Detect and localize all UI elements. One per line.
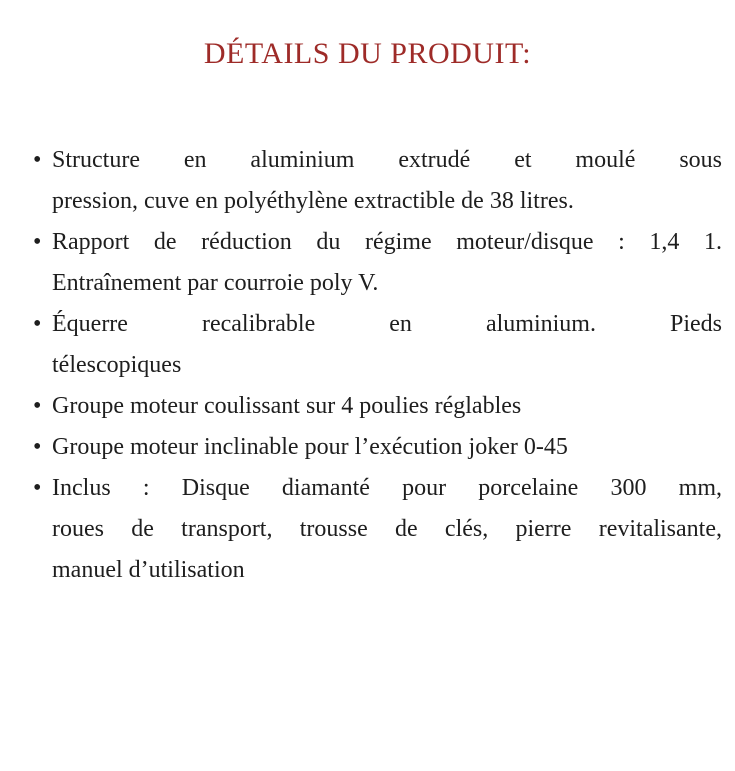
detail-item bbox=[33, 468, 722, 591]
detail-line: télescopiques bbox=[52, 352, 182, 378]
bullet-icon: • bbox=[33, 393, 42, 419]
detail-item bbox=[33, 222, 722, 304]
detail-item bbox=[33, 140, 722, 222]
detail-item bbox=[33, 386, 722, 427]
detail-line: Rapport de réduction du régime moteur/disque : 1,4 1. bbox=[52, 229, 722, 255]
bullet-icon: • bbox=[33, 434, 42, 460]
detail-line: manuel d’utilisation bbox=[52, 557, 245, 583]
detail-line: Groupe moteur coulissant sur 4 poulies réglables bbox=[52, 393, 522, 419]
detail-line: Équerre recalibrable en aluminium. Pieds bbox=[52, 311, 722, 337]
detail-text bbox=[52, 386, 722, 427]
detail-line: pression, cuve en polyéthylène extractible de 38 litres. bbox=[52, 188, 574, 214]
detail-text bbox=[52, 427, 722, 468]
detail-text bbox=[52, 222, 722, 304]
detail-line: Inclus : Disque diamanté pour porcelaine 300 mm, bbox=[52, 475, 722, 501]
detail-line: Entraînement par courroie poly V. bbox=[52, 270, 379, 296]
detail-line: Structure en aluminium extrudé et moulé sous bbox=[52, 147, 722, 173]
detail-line: roues de transport, trousse de clés, pierre revitalisante, bbox=[52, 516, 722, 542]
bullet-icon: • bbox=[33, 311, 42, 337]
bullet-icon: • bbox=[33, 229, 42, 255]
product-details-page bbox=[0, 36, 735, 771]
detail-text bbox=[52, 140, 722, 222]
bullet-icon: • bbox=[33, 475, 42, 501]
bullet-icon: • bbox=[33, 147, 42, 173]
detail-item bbox=[33, 427, 722, 468]
page-title: DÉTAILS DU PRODUIT: bbox=[203, 37, 532, 70]
product-details-list bbox=[33, 140, 722, 591]
detail-text bbox=[52, 304, 722, 386]
detail-line: Groupe moteur inclinable pour l’exécution joker 0-45 bbox=[52, 434, 568, 460]
detail-item bbox=[33, 304, 722, 386]
detail-text bbox=[52, 468, 722, 591]
